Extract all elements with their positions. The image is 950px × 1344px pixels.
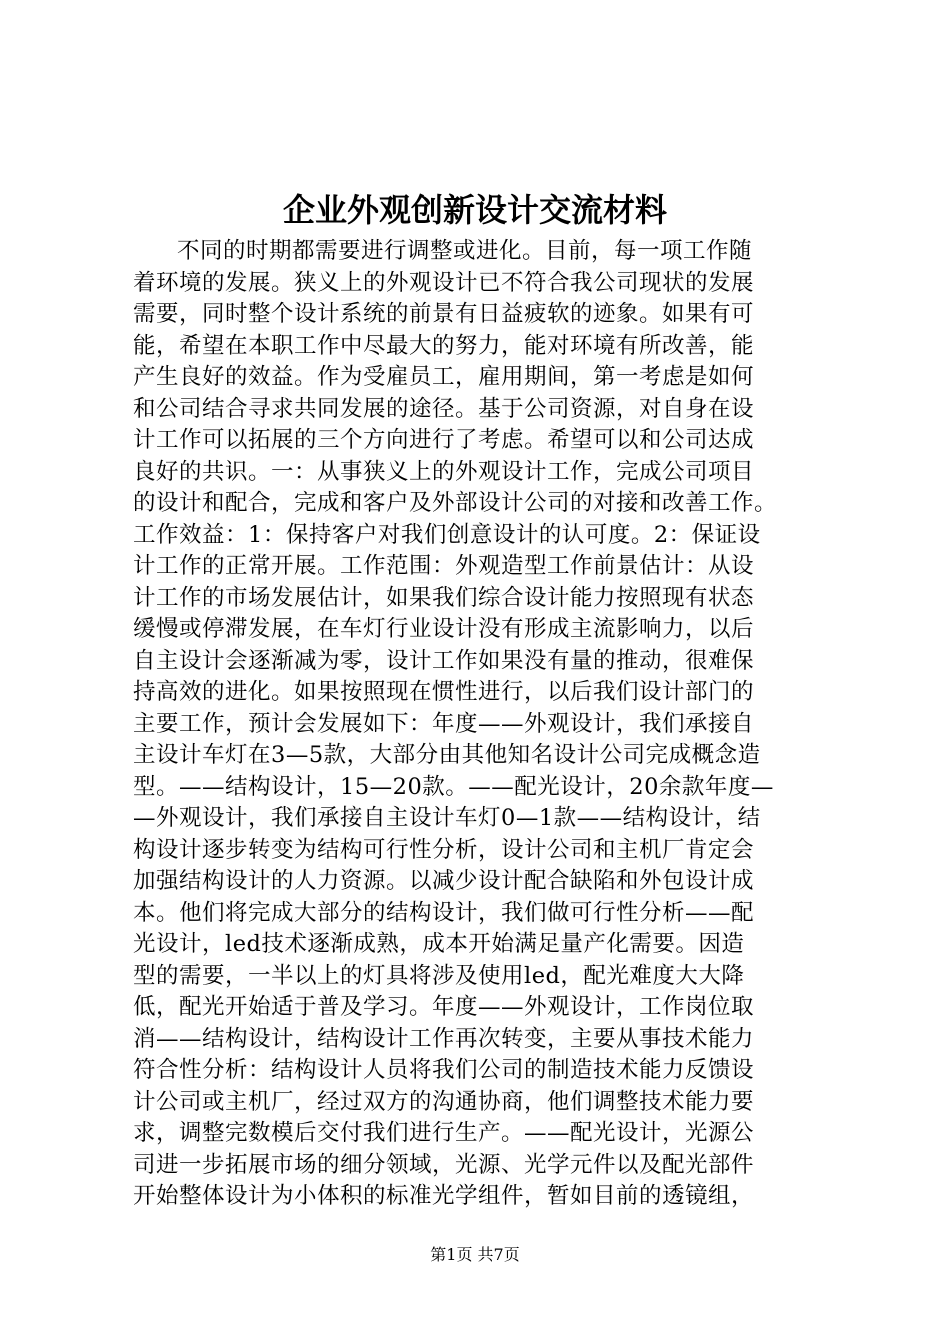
- text-line: [133, 457, 833, 489]
- text-line: [133, 488, 833, 520]
- text-line-content: 良好的共识。一：从事狭义上的外观设计工作，完成公司项目: [133, 458, 755, 485]
- text-line: [133, 961, 833, 993]
- text-line-content: 和公司结合寻求共同发展的途径。基于公司资源，对自身在设: [133, 395, 755, 422]
- text-line: [133, 331, 833, 363]
- body-paragraph: [133, 236, 833, 1213]
- text-line-content: 型。——结构设计，15—20款。——配光设计，20余款年度—: [133, 773, 774, 800]
- text-line: [133, 898, 833, 930]
- text-line: [133, 709, 833, 741]
- text-line: [133, 646, 833, 678]
- text-line-content: 不同的时期都需要进行调整或进化。目前，每一项工作随: [177, 238, 753, 264]
- text-line: [133, 1055, 833, 1087]
- text-line: [133, 614, 833, 646]
- text-line: [133, 299, 833, 331]
- text-line-content: 工作效益：1：保持客户对我们创意设计的认可度。2：保证设: [133, 521, 761, 548]
- text-line: [133, 803, 833, 835]
- text-line: [133, 520, 833, 552]
- text-line: [133, 1181, 833, 1213]
- text-line: [133, 583, 833, 615]
- text-line: [133, 772, 833, 804]
- text-line: [133, 677, 833, 709]
- text-line: [133, 1118, 833, 1150]
- text-line-content: 型的需要，一半以上的灯具将涉及使用led，配光难度大大降: [133, 962, 745, 989]
- text-line: [133, 362, 833, 394]
- text-line-content: 消——结构设计，结构设计工作再次转变，主要从事技术能力: [133, 1025, 755, 1052]
- text-line-content: 自主设计会逐渐减为零，设计工作如果没有量的推动，很难保: [133, 647, 755, 674]
- text-line: [133, 866, 833, 898]
- page-footer: 第1页 共7页: [430, 1245, 520, 1264]
- text-line-content: 需要，同时整个设计系统的前景有日益疲软的迹象。如果有可: [133, 301, 755, 327]
- text-line: [133, 394, 833, 426]
- text-line-content: 加强结构设计的人力资源。以减少设计配合缺陷和外包设计成: [133, 868, 755, 894]
- text-line-content: 求，调整完数模后交付我们进行生产。——配光设计，光源公: [133, 1120, 755, 1146]
- text-line: [133, 740, 833, 772]
- text-line: [133, 929, 833, 961]
- text-line: [133, 1150, 833, 1182]
- text-line: [133, 1087, 833, 1119]
- text-line-content: 计公司或主机厂，经过双方的沟通协商，他们调整技术能力要: [133, 1088, 755, 1115]
- text-line-content: 主要工作，预计会发展如下：年度——外观设计，我们承接自: [133, 710, 755, 737]
- text-line-content: 符合性分析：结构设计人员将我们公司的制造技术能力反馈设: [133, 1057, 755, 1083]
- text-line-content: 缓慢或停滞发展，在车灯行业设计没有形成主流影响力，以后: [133, 616, 755, 642]
- text-line-content: 本。他们将完成大部分的结构设计，我们做可行性分析——配: [133, 899, 755, 926]
- text-line-content: 计工作可以拓展的三个方向进行了考虑。希望可以和公司达成: [133, 427, 755, 453]
- text-line-content: 计工作的市场发展估计，如果我们综合设计能力按照现有状态: [133, 584, 755, 611]
- text-line-content: 着环境的发展。狭义上的外观设计已不符合我公司现状的发展: [133, 269, 755, 296]
- text-line-content: —外观设计，我们承接自主设计车灯0—1款——结构设计，结: [133, 805, 761, 831]
- text-line-content: 主设计车灯在3—5款，大部分由其他知名设计公司完成概念造: [133, 742, 761, 768]
- text-line: [133, 1024, 833, 1056]
- text-line-content: 开始整体设计为小体积的标准光学组件，暂如目前的透镜组，: [133, 1183, 755, 1209]
- text-line: [133, 992, 833, 1024]
- text-line-content: 司进一步拓展市场的细分领域，光源、光学元件以及配光部件: [133, 1151, 755, 1178]
- text-line-content: 构设计逐步转变为结构可行性分析，设计公司和主机厂肯定会: [133, 836, 755, 863]
- document-title: 企业外观创新设计交流材料: [282, 191, 667, 229]
- text-line-content: 持高效的进化。如果按照现在惯性进行，以后我们设计部门的: [133, 679, 755, 705]
- text-line: [133, 425, 833, 457]
- text-line: [133, 551, 833, 583]
- text-line-content: 光设计，led技术逐渐成熟，成本开始满足量产化需要。因造: [133, 931, 745, 957]
- text-line-content: 的设计和配合，完成和客户及外部设计公司的对接和改善工作。: [133, 490, 778, 516]
- text-line-content: 能，希望在本职工作中尽最大的努力，能对环境有所改善，能: [133, 332, 755, 359]
- text-line-content: 产生良好的效益。作为受雇员工，雇用期间，第一考虑是如何: [133, 364, 755, 390]
- text-line: [133, 835, 833, 867]
- text-line: [133, 268, 833, 300]
- text-line-content: 低，配光开始适于普及学习。年度——外观设计，工作岗位取: [133, 994, 755, 1020]
- text-line-content: 计工作的正常开展。工作范围：外观造型工作前景估计：从设: [133, 553, 755, 579]
- text-line: [133, 236, 833, 268]
